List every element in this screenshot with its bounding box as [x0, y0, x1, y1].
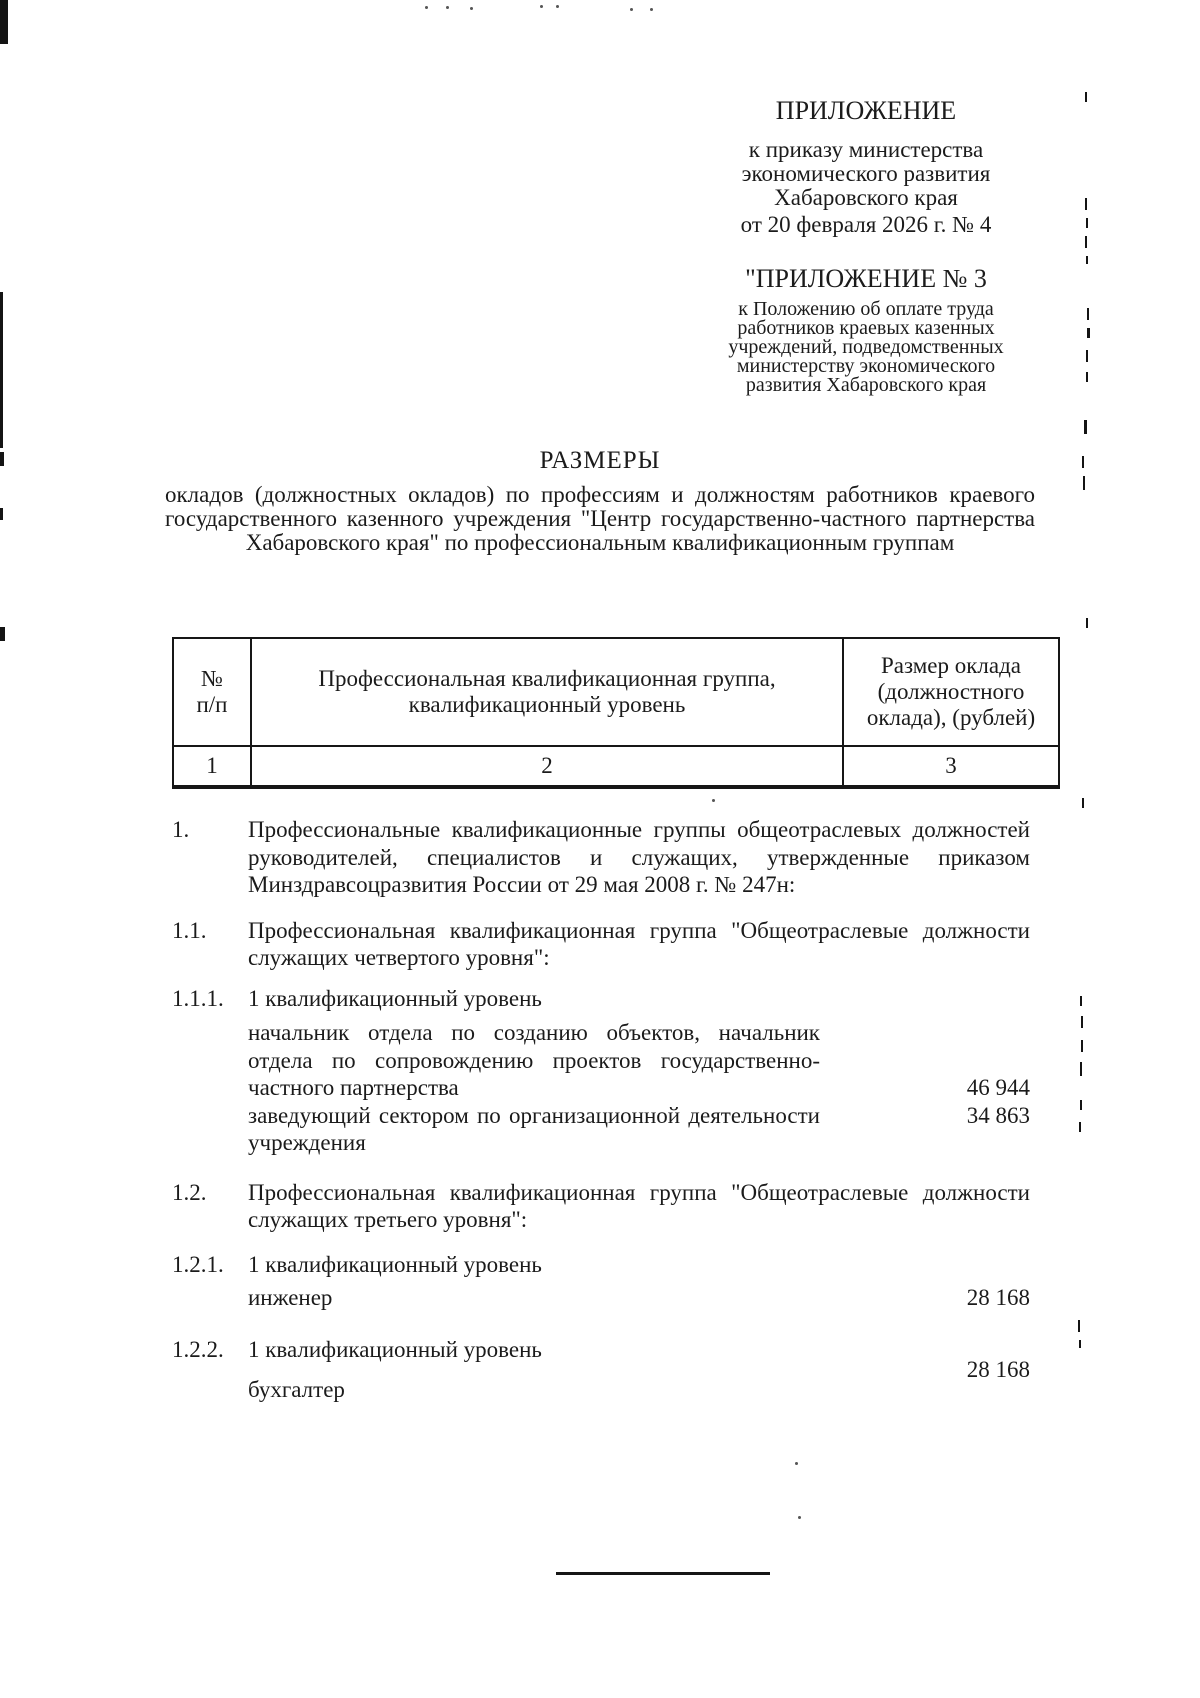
qualification-level-text: 1 квалификационный уровень	[248, 1336, 542, 1362]
scan-artifact	[0, 508, 3, 520]
salary-value: 28 168	[966, 1356, 1030, 1382]
scan-artifact	[650, 8, 653, 11]
scan-artifact	[1083, 476, 1085, 490]
appendix-date: от 20 февраля 2026 г. № 4	[740, 212, 992, 237]
section-1-2-1	[172, 1251, 1030, 1279]
section-text: Профессиональные квалификационные группы общеотраслевых должностей руководителей, специалистов и служащих, утвержденные приказом Минздравсоцразвития России от 29 мая 2008 г. № 247н:	[248, 817, 1030, 897]
end-of-document-rule	[556, 1572, 770, 1575]
position-title: заведующий сектором по организационной деятельности учреждения	[248, 1102, 820, 1155]
section-1-2	[172, 1179, 1030, 1234]
appendix3-line: учреждений, подведомственных	[728, 336, 1004, 358]
scan-artifact	[0, 627, 5, 641]
section-number: 1.2.2.	[172, 1336, 224, 1362]
appendix3-line: к Положению об оплате труда	[738, 298, 994, 320]
scan-artifact	[446, 6, 449, 9]
section-number: 1.2.	[172, 1179, 207, 1205]
appendix3-line: развития Хабаровского края	[745, 374, 987, 396]
section-text: Профессиональная квалификационная группа "Общеотраслевые должности служащих четвертого уровня":	[248, 917, 1030, 970]
scan-artifact	[1081, 1040, 1083, 1052]
scan-artifact	[1087, 308, 1089, 320]
appendix-line: экономического развития	[741, 161, 991, 186]
appendix-header-block	[698, 96, 1034, 395]
salary-table	[172, 637, 1060, 789]
section-number: 1.	[172, 817, 190, 842]
table-header-row	[173, 638, 1059, 746]
scan-artifact	[0, 0, 8, 44]
appendix3-line: министерству экономического	[736, 355, 996, 377]
position-row	[248, 1019, 1030, 1102]
section-1-1	[172, 917, 1030, 972]
scan-artifact	[1085, 236, 1087, 248]
section-text: 1 квалификационный уровень	[248, 1251, 542, 1277]
position-row	[248, 1102, 1030, 1157]
scan-artifact	[1085, 92, 1087, 102]
scan-artifact	[1079, 1122, 1081, 1132]
scan-artifact	[0, 292, 3, 448]
appendix-line: к приказу министерства	[748, 137, 984, 162]
scan-artifact	[425, 6, 428, 9]
scan-artifact	[1086, 218, 1088, 228]
salary-value: 34 863	[966, 1102, 1030, 1128]
appendix3-title: "ПРИЛОЖЕНИЕ № 3	[745, 264, 987, 293]
section-1-1-1	[172, 985, 1030, 1013]
position-title: бухгалтер	[248, 1377, 345, 1402]
section-number: 1.2.1.	[172, 1251, 224, 1277]
appendix3-line: работников краевых казенных	[737, 317, 995, 339]
document-title: РАЗМЕРЫ	[539, 447, 661, 474]
document-subtitle: окладов (должностных окладов) по профессиям и должностям работников краевого государственного казенного учреждения "Центр государственно-частного партнерства Хабаровского края" по профессиональным квалификационным группам	[165, 482, 1035, 555]
scan-artifact	[1086, 618, 1088, 628]
scan-artifact	[1086, 256, 1088, 264]
position-row	[248, 1284, 1030, 1312]
section-number: 1.1.1.	[172, 985, 224, 1011]
table-header-group: Профессиональная квалификационная группа, квалификационный уровень	[251, 638, 843, 746]
scan-artifact	[1084, 420, 1087, 434]
scan-artifact	[630, 8, 633, 11]
salary-value: 28 168	[966, 1285, 1030, 1310]
scan-artifact	[1078, 1320, 1080, 1332]
section-1-2-2	[172, 1336, 1030, 1404]
scan-artifact	[795, 1462, 798, 1465]
column-number-2: 2	[251, 746, 843, 787]
position-title: инженер	[248, 1285, 333, 1310]
scan-artifact	[1080, 996, 1082, 1006]
scan-artifact	[540, 5, 543, 8]
appendix3-header-block	[698, 264, 1034, 395]
scan-artifact	[1082, 456, 1084, 468]
scan-artifact	[0, 452, 4, 466]
column-number-3: 3	[843, 746, 1059, 787]
scan-artifact	[556, 5, 559, 8]
section-text: Профессиональная квалификационная группа "Общеотраслевые должности служащих третьего уровня":	[248, 1179, 1030, 1232]
scan-artifact	[1081, 1016, 1083, 1028]
scan-artifact	[712, 799, 715, 802]
table-header-salary: Размер оклада (должностного оклада), (рублей)	[843, 638, 1059, 746]
scan-artifact	[798, 1516, 801, 1519]
column-number-1: 1	[173, 746, 251, 787]
table-column-numbers-row	[173, 746, 1059, 787]
appendix-line: Хабаровского края	[774, 185, 958, 210]
section-text: 1 квалификационный уровень	[248, 985, 542, 1011]
scan-artifact	[1087, 328, 1090, 338]
scan-artifact	[1079, 1340, 1081, 1348]
appendix-title: ПРИЛОЖЕНИЕ	[775, 96, 957, 125]
scan-artifact	[470, 7, 473, 10]
scan-artifact	[1086, 372, 1088, 382]
scan-artifact	[1086, 350, 1088, 362]
section-number: 1.1.	[172, 917, 207, 943]
salary-value: 46 944	[966, 1075, 1030, 1100]
table-header-npp: № п/п	[173, 638, 251, 746]
position-title: начальник отдела по созданию объектов, начальник отдела по сопровождению проектов государственно-частного партнерства	[248, 1020, 820, 1100]
scan-artifact	[1082, 798, 1084, 808]
document-body	[172, 816, 1030, 1404]
section-1	[172, 816, 1030, 899]
scan-artifact	[1085, 198, 1087, 210]
scan-artifact	[1080, 1062, 1082, 1076]
section-text	[248, 1336, 967, 1404]
scan-artifact	[1080, 1100, 1082, 1110]
